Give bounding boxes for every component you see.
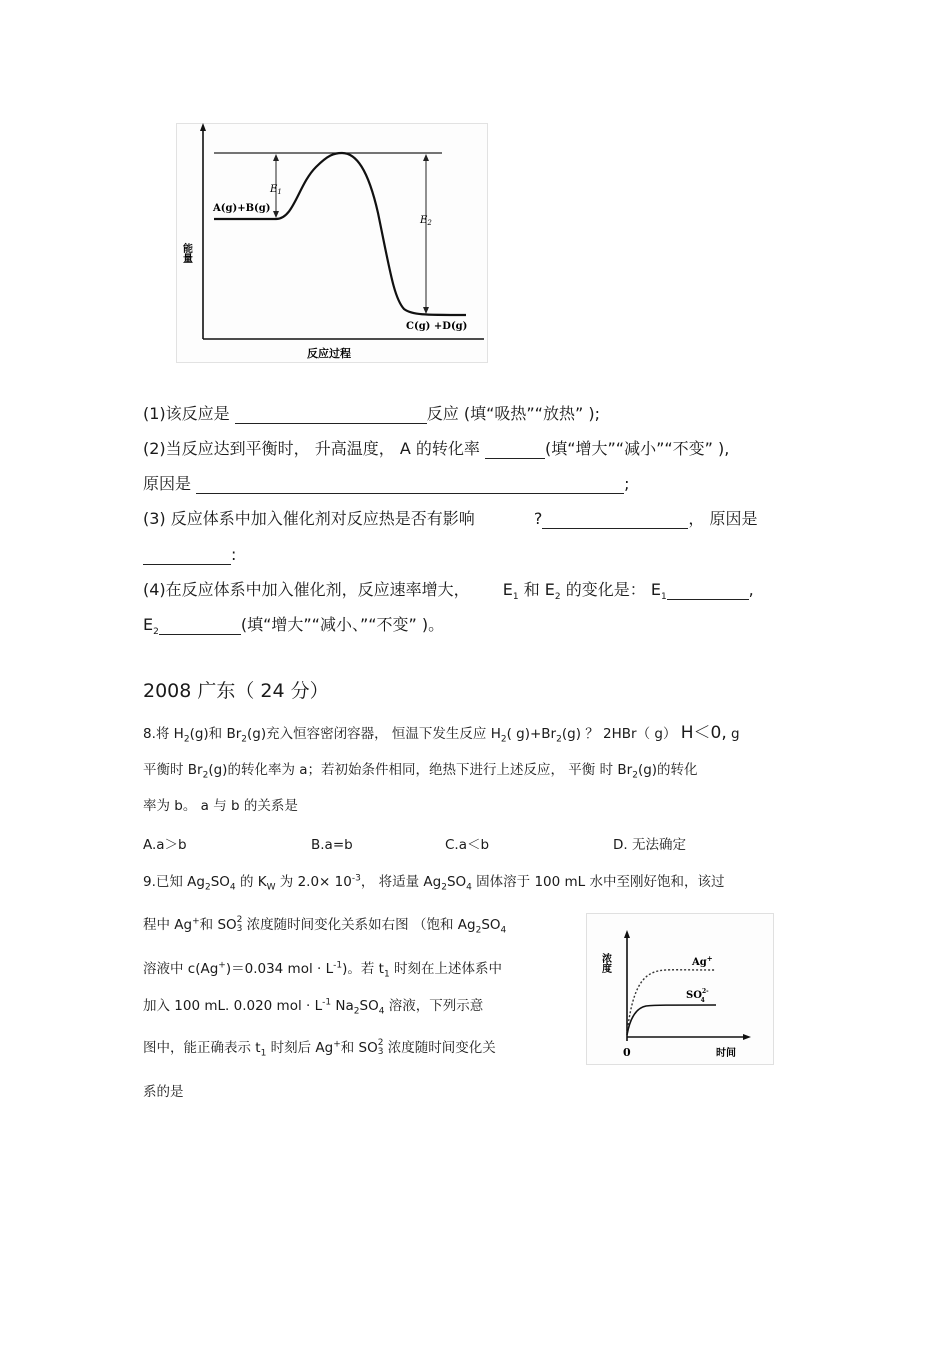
q9-l1-cs: W <box>266 882 276 893</box>
question-9-line-3 <box>143 960 502 978</box>
q9-l4-cs: 4 <box>378 1006 385 1017</box>
conc-x-label: 时间 <box>716 1048 736 1059</box>
q1-text-a: (1)该反应是 <box>143 404 230 423</box>
q9-l5-as: 1 <box>260 1048 267 1059</box>
q8-l1-cs: 2 <box>500 734 507 745</box>
question-9-line-4 <box>143 997 483 1015</box>
q8-l1-c: (g)充入恒容密闭容器， 恒温下发生反应 H <box>247 726 501 742</box>
q9-l3-a: 溶液中 c(Ag <box>143 961 219 977</box>
q2-reason-blank[interactable] <box>196 477 624 494</box>
reactants-label: A(g)+B(g) <box>213 203 271 214</box>
q9-l1-c: 的 K <box>235 874 267 890</box>
q9-l3-b: )＝0.034 mol · L <box>225 961 334 977</box>
q9-l2-b: 和 SO <box>199 917 237 933</box>
q2-text-d: ; <box>624 474 630 493</box>
section-title: 2008 广东（ 24 分） <box>143 680 329 702</box>
q9-l5-d: 浓度随时间变化关 <box>383 1040 496 1056</box>
q9-l2-cs: 2 <box>475 925 482 936</box>
q9-l2-asup: + <box>192 916 200 927</box>
q9-l4-a: 加入 100 mL. 0.020 mol · L <box>143 998 323 1014</box>
question-3-line-2 <box>143 545 236 565</box>
conc-origin-label: 0 <box>623 1046 631 1059</box>
q4-e1-blank[interactable] <box>667 583 749 600</box>
q9-l4-asup: -1 <box>322 997 332 1008</box>
q8-l1-ds: 2 <box>556 734 562 745</box>
q3-effect-blank[interactable] <box>542 512 688 529</box>
q8-l1-as: 2 <box>183 734 190 745</box>
question-9-line-6: 系的是 <box>143 1084 184 1100</box>
q9-l5-a: 图中，能正确表示 t <box>143 1040 261 1056</box>
conc-chart-frame <box>587 914 774 1065</box>
energy-diagram-svg <box>176 123 488 363</box>
q9-l4-d: 溶液，下列示意 <box>384 998 484 1014</box>
question-9-line-1 <box>143 873 725 891</box>
q8-l1-delta-h: H＜0, <box>680 723 727 743</box>
q2-text-c: 原因是 <box>143 474 192 493</box>
x-axis-label: 反应过程 <box>307 347 351 360</box>
so4-legend-label: $SO^{2-}4$ <box>686 988 709 1004</box>
q3-text-c: ， 原因是 <box>688 509 758 528</box>
question-9-line-2 <box>143 916 506 934</box>
question-8-line-1 <box>143 724 740 743</box>
q9-l1-as: 2 <box>204 882 211 893</box>
q9-l1-g: 固体溶于 100 mL 水中至刚好饱和，该过 <box>471 874 725 890</box>
conc-y-label: 浓度 <box>599 953 611 973</box>
q9-l3-d: 时刻在上述体系中 <box>389 961 502 977</box>
q9-l3-asup: + <box>218 960 226 971</box>
ag-legend-label: Ag+ <box>692 954 713 968</box>
question-8-line-3: 率为 b。 a 与 b 的关系是 <box>143 798 298 814</box>
q8-l1-a: 8.将 H <box>143 726 184 742</box>
q8-option-b[interactable]: B.a=b <box>311 837 353 853</box>
q9-l2-a: 程中 Ag <box>143 917 193 933</box>
q2-conversion-blank[interactable] <box>485 442 545 459</box>
q3-text-b: ? <box>533 509 543 528</box>
concentration-chart <box>586 913 774 1065</box>
q9-l5-csup: 2 <box>377 1038 384 1048</box>
q1-text-b: 反应 (填“吸热”“放热” ); <box>426 404 600 423</box>
q4-text-a: (4)在反应体系中加入催化剂，反应速率增大， <box>143 580 470 599</box>
q1-answer-blank[interactable] <box>235 407 427 424</box>
q8-l1-bs: 2 <box>241 734 248 745</box>
q4-e1-sub: 1 <box>512 592 519 603</box>
q3-text-a: (3) 反应体系中加入催化剂对反应热是否有影响 <box>143 509 475 528</box>
q3-reason-blank[interactable] <box>143 548 231 565</box>
q9-l5-cs: 3 <box>377 1047 384 1057</box>
q8-l2-as: 2 <box>202 770 209 781</box>
q8-l2-bs: 2 <box>632 770 638 781</box>
concentration-chart-svg <box>586 913 774 1065</box>
q9-l5-c: 和 SO <box>340 1040 378 1056</box>
q9-l2-c: 浓度随时间变化关系如右图 （饱和 Ag <box>242 917 476 933</box>
q9-l5-b: 时刻后 Ag <box>266 1040 334 1056</box>
q2-text-b: (填“增大”“减小”“不变” ), <box>544 439 730 458</box>
question-2-line-2 <box>143 474 630 494</box>
q8-option-a[interactable]: A.a＞b <box>143 837 187 853</box>
q8-l1-e: (g) ？ 2HBr（ g） <box>561 726 681 742</box>
q4-e2-blank[interactable] <box>159 618 241 635</box>
q4-comma: , <box>748 580 754 599</box>
q9-l1-a: 9.已知 Ag <box>143 874 205 890</box>
q8-l2-a: 平衡时 Br <box>143 762 203 778</box>
question-4-line-2 <box>143 615 445 638</box>
q4-e2b-sub: 2 <box>153 627 159 638</box>
energy-diagram <box>176 123 488 363</box>
q2-text-a: (2)当反应达到平衡时， 升高温度， A 的转化率 <box>143 439 480 458</box>
q8-l1-d: ( g)+Br <box>506 726 557 742</box>
q9-l1-fs: 4 <box>466 882 472 893</box>
question-4-line-1 <box>143 580 754 603</box>
e2-label: $E_2$ <box>420 215 432 227</box>
e1-label: $E_1$ <box>270 184 282 196</box>
question-2-line-1 <box>143 439 729 459</box>
q9-l2-bsup: 2 <box>236 915 243 925</box>
q4-change-text: 的变化是： E <box>560 580 661 599</box>
products-label: C(g) +D(g) <box>406 321 468 332</box>
q9-l1-bs: 4 <box>229 882 236 893</box>
q9-l3-c: )。若 t <box>342 961 384 977</box>
q4-e1-symbol: E <box>502 580 513 599</box>
q9-l4-bs: 2 <box>353 1006 360 1017</box>
q4-e2-sub: 2 <box>554 592 561 603</box>
question-1 <box>143 404 600 424</box>
q4-e2b-symbol: E <box>143 615 154 634</box>
q9-l1-es: 2 <box>441 882 447 893</box>
q3-text-d: : <box>231 545 237 564</box>
q8-l2-b: (g)的转化率为 a；若初始条件相同，绝热下进行上述反应， 平衡 时 Br <box>208 762 633 778</box>
question-9-line-5 <box>143 1039 496 1057</box>
q9-l2-bs: 3 <box>236 924 243 934</box>
question-8-line-2 <box>143 761 698 779</box>
q8-l1-b: (g)和 Br <box>189 726 242 742</box>
q9-l4-c: SO <box>359 998 379 1014</box>
q9-l4-b: Na <box>331 998 354 1014</box>
q9-l2-d: SO <box>481 917 501 933</box>
q9-l1-e: ， 将适量 Ag <box>360 874 442 890</box>
q8-option-c[interactable]: C.a＜b <box>445 837 490 853</box>
y-axis-label: 能量 <box>180 243 192 263</box>
question-3-line-1 <box>143 509 757 529</box>
q4-e1b-sub: 1 <box>660 592 667 603</box>
q9-l2-ds: 4 <box>500 925 507 936</box>
q9-l1-dsup: -3 <box>351 873 361 884</box>
q9-l3-cs: 1 <box>383 969 390 980</box>
q9-l5-bsup: + <box>333 1039 341 1050</box>
q8-l2-c: (g)的转化 <box>637 762 698 778</box>
q4-text-c: (填“增大”“减小、”“不变” )。 <box>240 615 445 634</box>
q8-l1-g: g <box>726 726 740 742</box>
q9-l1-d: 为 2.0× 10 <box>275 874 352 890</box>
q9-l3-bsup: -1 <box>333 960 343 971</box>
q9-l1-b: SO <box>210 874 230 890</box>
q8-option-d[interactable]: D. 无法确定 <box>613 837 686 853</box>
q4-e2-symbol: 和 E <box>518 580 555 599</box>
q9-l1-f: SO <box>446 874 467 890</box>
